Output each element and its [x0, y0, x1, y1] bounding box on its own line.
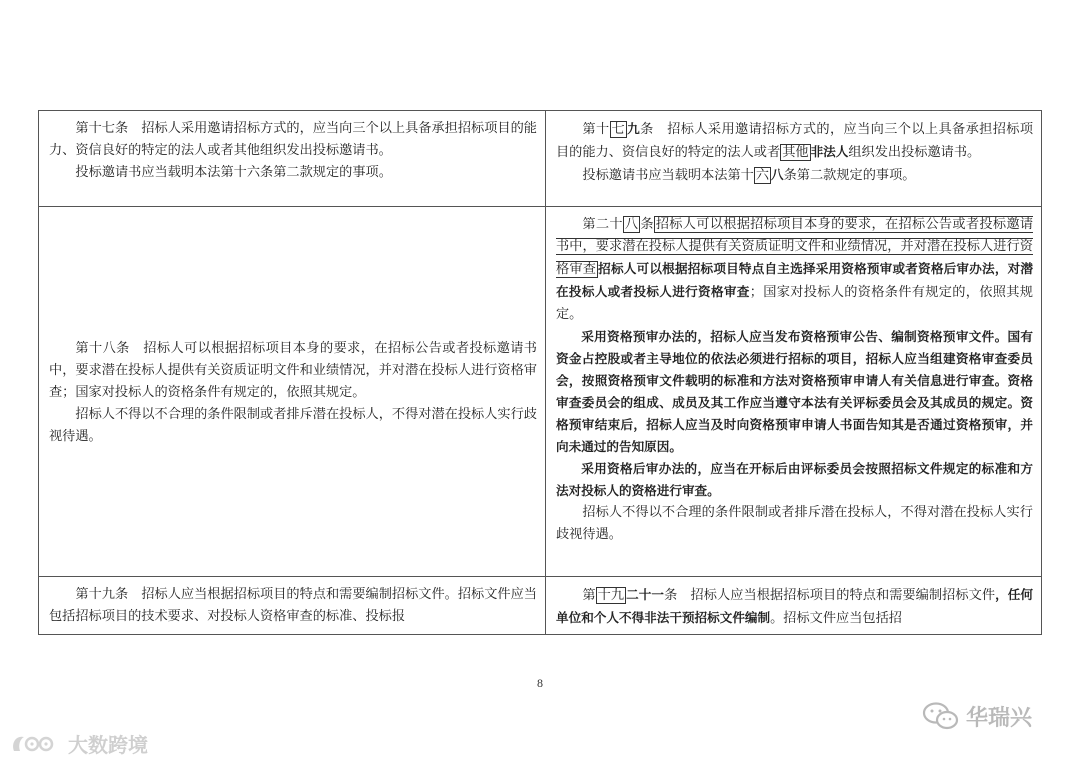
deleted-text-box: 十九: [597, 588, 625, 603]
inserted-text: 八: [771, 167, 784, 182]
deleted-text-box: 招标人可以根据招标项目本身的要求，在招标公告或者投标邀请书中，要求潜在投标人提供有关资质证明文件和业绩情况，并对潜在投标人进行资格审查: [556, 217, 1034, 277]
article-28-revised-para4: 招标人不得以不合理的条件限制或者排斥潜在投标人，不得对潜在投标人实行歧视待遇。: [556, 505, 1033, 542]
table-row: [39, 577, 1042, 635]
revised-text-cell: [546, 207, 1042, 577]
article-19-revised: 第十 七 九条 招标人采用邀请招标方式的，应当向三个以上具备承担招标项目的能力、资信良好的特定的法人或者 其他 非法人组织发出投标邀请书。: [556, 121, 1034, 160]
article-19-original: 第十九条 招标人应当根据招标项目的特点和需要编制招标文件。招标文件应当包括招标项目的技术要求、对投标人资格审查的标准、投标报: [49, 587, 537, 624]
revised-text-cell: [546, 111, 1042, 207]
deleted-text-box: 七: [611, 122, 626, 137]
article-18-original: 第十八条 招标人可以根据招标项目本身的要求，在招标公告或者投标邀请书中，要求潜在投标人提供有关资质证明文件和业绩情况，并对潜在投标人进行资格审查；国家对投标人的资格条件有规定的，依照其规定。: [49, 341, 537, 400]
inserted-text: 非法人: [810, 144, 849, 159]
page-number: 8: [537, 676, 543, 690]
watermark-left: [10, 730, 148, 756]
comparison-table: [38, 110, 1042, 635]
article-28-revised-para3: 采用资格后审办法的，应当在开标后由评标委员会按照招标文件规定的标准和方法对投标人的资格进行审查。: [556, 461, 1033, 498]
original-text-cell: [39, 207, 546, 577]
watermark-left-text: 大数跨境: [68, 732, 148, 757]
original-text-cell: [39, 111, 546, 207]
wechat-icon: [922, 701, 960, 731]
watermark-logo-icon: [10, 731, 62, 755]
revised-text-cell: [546, 577, 1042, 635]
article-18-original-para2: 招标人不得以不合理的条件限制或者排斥潜在投标人，不得对潜在投标人实行歧视待遇。: [49, 407, 537, 444]
table-row: [39, 207, 1042, 577]
article-19-revised-para2: 投标邀请书应当载明本法第十 六 八条第二款规定的事项。: [582, 167, 916, 183]
original-text-cell: [39, 577, 546, 635]
inserted-text: ，任何单位和个人不得非法干预招标文件编制: [556, 587, 1034, 625]
article-17-original-para2: 投标邀请书应当载明本法第十六条第二款规定的事项。: [75, 165, 392, 180]
inserted-text: 二十一: [626, 587, 665, 602]
watermark-right-text: 华瑞兴: [966, 705, 1033, 731]
inserted-text: 招标人可以根据招标项目特点自主选择采用资格预审或者资格后审办法，对潜在投标人或者投标人进行资格审查: [556, 261, 1034, 299]
deleted-text-box: 六: [755, 168, 770, 183]
article-28-revised-para2: 采用资格预审办法的，招标人应当发布资格预审公告、编制资格预审文件。国有资金占控股或者主导地位的依法必须进行招标的项目，招标人应当组建资格审查委员会，按照资格预审文件载明的标准和方法对资格预审申请人有关信息进行审查。资格审查委员会的组成、成员及其工作应当遵守本法有关评标委员会及其成员的规定。资格预审结束后，招标人应当及时向资格预审申请人书面告知其是否通过资格预审，并向未通过的告知原因。: [556, 329, 1033, 454]
article-21-revised: 第 十九 二十一条 招标人应当根据招标项目的特点和需要编制招标文件，任何单位和个人不得非法干预招标文件编制。招标文件应当包括招: [556, 587, 1034, 626]
deleted-text-box: 八: [624, 217, 639, 232]
article-28-revised: 第二十 八 条 招标人可以根据招标项目本身的要求，在招标公告或者投标邀请书中，要求潜在投标人提供有关资质证明文件和业绩情况，并对潜在投标人进行资格审查 招标人可以根据招标项目特点自主选择采用资格预审或者资格后审办法，对潜在投标人或者投标人进行资格审查；国家对投标人的资格条件有规定的，依照其规定。: [556, 217, 1034, 322]
watermark-right: [922, 700, 1032, 732]
deleted-text-box: 其他: [782, 145, 809, 160]
inserted-text: 九: [627, 121, 641, 136]
table-row: [39, 111, 1042, 207]
article-17-original: 第十七条 招标人采用邀请招标方式的，应当向三个以上具备承担招标项目的能力、资信良好的特定的法人或者其他组织发出投标邀请书。: [49, 121, 537, 158]
